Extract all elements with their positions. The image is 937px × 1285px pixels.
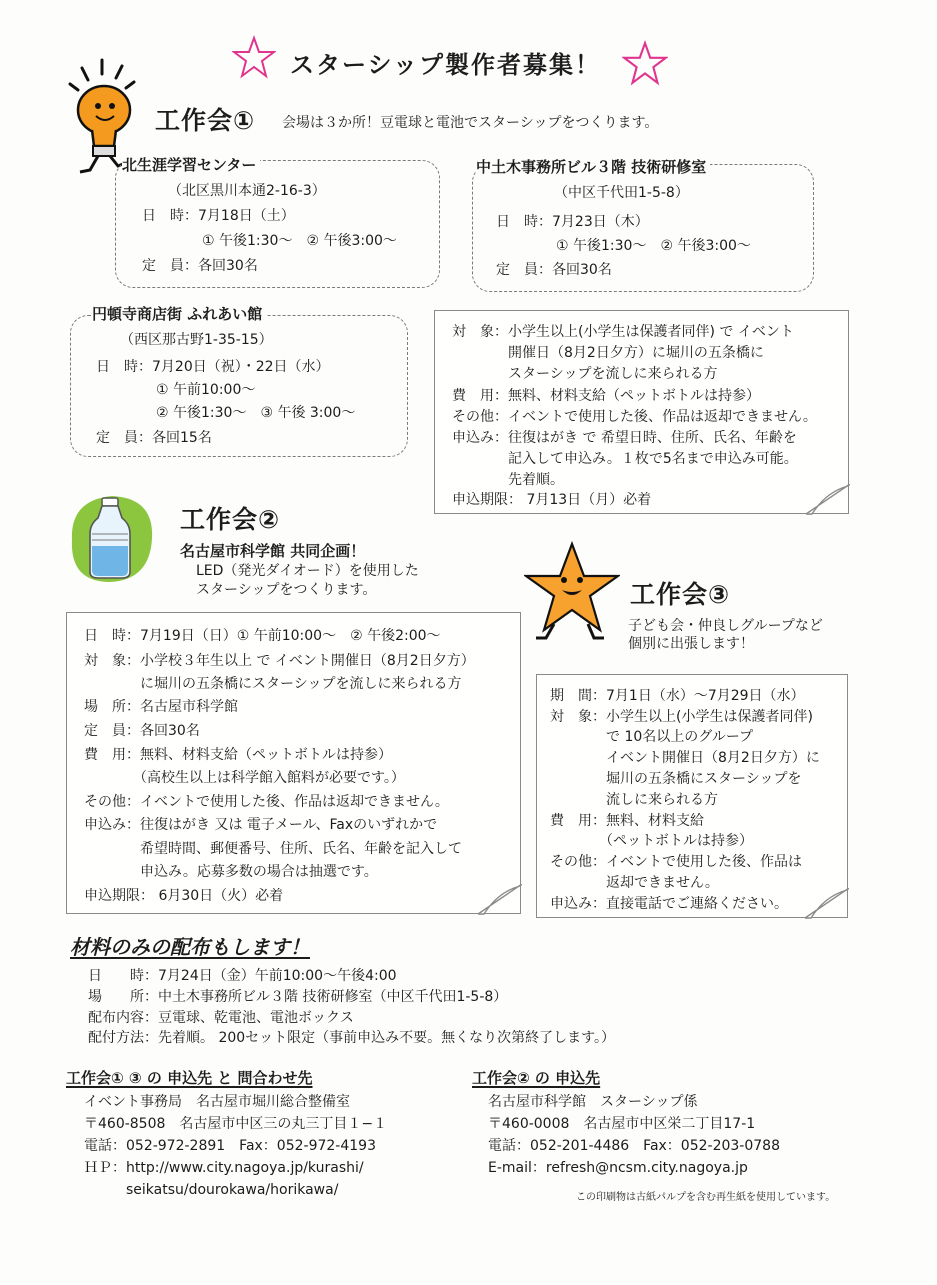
ws1-info-line: 申込み：往復はがき で 希望日時、住所、氏名、年齢を [452,430,797,446]
ws1-info-line: 開催日（8月2日夕方）に堀川の五条橋に [452,345,764,361]
venue-b-time: ① 午後1:30〜 ② 午後3:00〜 [556,238,751,254]
ws1-info-line: 対 象：小学生以上(小学生は保護者同伴) で イベント [452,324,794,340]
ws3-desc-1: 子ども会・仲良しグループなど [628,618,823,634]
venue-c-time2: ② 午後1:30〜 ③ 午後 3:00〜 [156,405,356,421]
venue-a-name: 北生涯学習センター [122,155,260,175]
ws3-info-line: 返却できません。 [550,875,719,891]
ws2-info-line: 場 所：名古屋市科学館 [84,699,238,715]
ws2-info-line: 希望時間、郵便番号、住所、氏名、年齢を記入して [84,841,462,857]
ws1-info-line: スターシップを流しに来られる方 [452,366,718,382]
ws3-heading: 工作会③ [630,580,731,609]
venue-a-time: ① 午後1:30〜 ② 午後3:00〜 [202,233,397,249]
ws2-desc-1: LED（発光ダイオード）を使用した [196,563,419,579]
ws2-info-line: に堀川の五条橋にスターシップを流しに来られる方 [84,676,462,692]
ws2-info-line: 定 員：各回30名 [84,723,200,739]
ws2-info-line: （高校生以上は科学館入館料が必要です。） [84,770,405,786]
venue-c-date: 日 時：7月20日（祝）・22日（水） [96,359,330,375]
venue-c-capacity: 定 員：各回15名 [96,430,212,446]
ws2-info-line: 日 時：7月19日（日）① 午前10:00〜 ② 午後2:00〜 [84,628,441,644]
star-outline-icon [622,40,668,86]
contact2-line: E-mail：refresh@ncsm.city.nagoya.jp [488,1160,748,1176]
ws3-info-line: 堀川の五条橋にスターシップを [550,771,802,787]
ws2-deadline: 申込期限： 6月30日（火）必着 [84,888,284,904]
footer-note: この印刷物は古紙パルプを含む再生紙を使用しています。 [576,1192,836,1203]
page-curl-decoration [805,888,849,920]
ws3-info-line: その他：イベントで使用した後、作品は [550,854,802,870]
ws1-info-line: 費 用：無料、材料支給（ペットボトルは持参） [452,388,760,404]
ws1-info-line: 記入して申込み。１枚で5名まで申込み可能。 [452,451,798,467]
ws3-info-line: （ペットボトルは持参） [550,833,753,849]
ws2-info-line: 対 象：小学校３年生以上 で イベント開催日（8月2日夕方） [84,653,475,669]
materials-line: 日 時：7月24日（金）午前10:00〜午後4:00 [88,968,397,984]
venue-b-date: 日 時：7月23日（木） [496,214,649,230]
venue-c-name: 円頓寺商店街 ふれあい館 [92,304,266,324]
contact13-line: 〒460-8508 名古屋市中区三の丸三丁目１−１ [84,1116,388,1132]
ws3-info-line: で 10名以上のグループ [550,729,754,745]
venue-a-address: （北区黒川本通2-16-3） [168,183,326,199]
contact2-line: 電話：052-201-4486 Fax：052-203-0788 [488,1138,780,1154]
ws1-lead: 会場は３か所！豆電球と電池でスターシップをつくります。 [282,115,659,131]
ws3-info-line: 対 象：小学生以上(小学生は保護者同伴) [550,709,813,725]
ws2-subtitle: 名古屋市科学館 共同企画！ [180,542,366,560]
ws2-heading: 工作会② [180,505,281,534]
materials-line: 配付方法：先着順。 200セット限定（事前申込み不要。無くなり次第終了します。） [88,1030,616,1046]
venue-c-time1: ① 午前10:00〜 [156,382,256,398]
venue-a-date: 日 時：7月18日（土） [142,208,295,224]
page-title: スターシップ製作者募集！ [290,51,602,79]
venue-b-address: （中区千代田1-5-8） [554,185,689,201]
ws1-deadline: 申込期限： 7月13日（月）必着 [452,492,652,508]
contact13-line: seikatsu/dourokawa/horikawa/ [84,1182,339,1198]
materials-line: 配布内容：豆電球、乾電池、電池ボックス [88,1010,354,1026]
ws2-info-line: その他：イベントで使用した後、作品は返却できません。 [84,794,449,810]
ws3-info-line: 期 間：7月1日（水）〜7月29日（水） [550,688,805,704]
materials-heading: 材料のみの配布もします！ [70,935,310,959]
ws3-desc-2: 個別に出張します！ [628,636,754,652]
ws3-info-line: 費 用：無料、材料支給 [550,813,704,829]
star-outline-icon [232,35,276,79]
contact13-line: ＨＰ：http://www.city.nagoya.jp/kurashi/ [84,1160,364,1176]
venue-c-address: （西区那古野1-35-15） [120,332,273,348]
contact2-line: 名古屋市科学館 スターシップ係 [488,1094,698,1110]
ws1-info-line: その他：イベントで使用した後、作品は返却できません。 [452,409,817,425]
contact2-line: 〒460-0008 名古屋市中区栄二丁目17-1 [488,1116,756,1132]
ws2-info-line: 費 用：無料、材料支給（ペットボトルは持参） [84,747,392,763]
venue-a-capacity: 定 員：各回30名 [142,258,258,274]
water-bottle-icon [62,490,162,588]
contact13-line: イベント事務局 名古屋市堀川総合整備室 [84,1094,350,1110]
materials-line: 場 所：中土木事務所ビル３階 技術研修室（中区千代田1-5-8） [88,989,508,1005]
ws2-desc-2: スターシップをつくります。 [196,582,377,598]
ws3-info-line: イベント開催日（8月2日夕方）に [550,750,820,766]
contact13-line: 電話：052-972-2891 Fax：052-972-4193 [84,1138,376,1154]
ws2-info-line: 申込み。応募多数の場合は抽選です。 [84,864,378,880]
ws3-info-line: 申込み：直接電話でご連絡ください。 [550,896,788,912]
ws2-info-line: 申込み：往復はがき 又は 電子メール、Faxのいずれかで [84,817,438,833]
star-mascot-icon [524,540,620,644]
contact2-heading: 工作会② の 申込先 [472,1069,601,1087]
page-curl-decoration [478,884,522,916]
ws1-info-line: 先着順。 [452,472,564,488]
page-curl-decoration [806,484,850,516]
contact13-heading: 工作会① ③ の 申込先 と 問合わせ先 [66,1069,313,1087]
venue-b-capacity: 定 員：各回30名 [496,262,612,278]
ws3-info-line: 流しに来られる方 [550,792,718,808]
venue-b-name: 中土木事務所ビル３階 技術研修室 [476,157,710,177]
ws1-heading: 工作会① [155,106,256,135]
